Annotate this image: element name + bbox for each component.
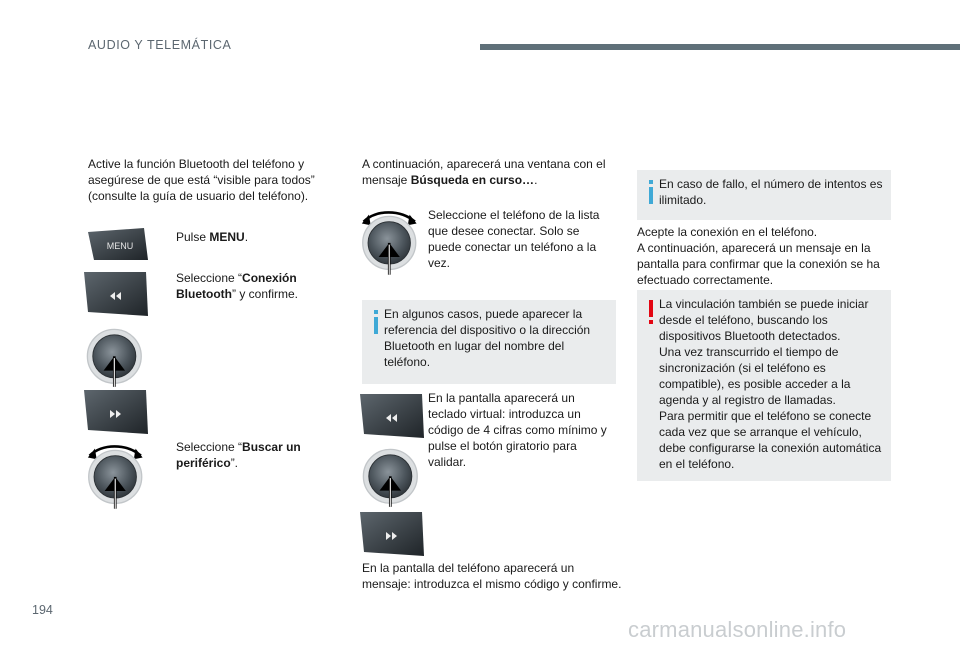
step-press-menu: Pulse MENU. bbox=[176, 230, 249, 244]
page-number: 194 bbox=[32, 603, 53, 617]
info-icon bbox=[374, 310, 378, 334]
rewind-button bbox=[84, 272, 148, 316]
info-note-attempts-text: En caso de fallo, el número de intentos es ilimitado. bbox=[659, 177, 883, 207]
info-icon bbox=[649, 180, 653, 204]
virtual-keyboard-text: En la pantalla aparecerá un teclado virtual: introduzca un código de 4 cifras como mínimo y pulse el botón giratorio para validar. bbox=[428, 391, 607, 469]
searching-text: A continuación, aparecerá una ventana con el mensaje Búsqueda en curso…. bbox=[362, 157, 606, 187]
step-search-device-bold: Buscar un periférico bbox=[176, 440, 301, 470]
select-phone-text: Seleccione el teléfono de la lista que desee conectar. Solo se puede conectar un teléfono a la vez. bbox=[428, 208, 600, 270]
forward-button bbox=[84, 390, 148, 434]
info-note-attempts bbox=[637, 170, 891, 220]
info-note-device-ref bbox=[362, 300, 616, 384]
menu-button-label: MENU bbox=[106, 241, 134, 251]
watermark: carmanualsonline.info bbox=[628, 617, 847, 642]
warning-icon bbox=[649, 300, 653, 324]
rotary-knob-1 bbox=[84, 324, 150, 394]
intro-text: Active la función Bluetooth del teléfono y asegúrese de que está “visible para todos” (consulte la guía de usuario del teléfono). bbox=[88, 157, 315, 203]
phone-message-text: En la pantalla del teléfono aparecerá un mensaje: introduzca el mismo código y confirme. bbox=[362, 561, 622, 591]
rotary-knob-rotate-1 bbox=[84, 438, 150, 514]
step-select-bluetooth-bold: Conexión Bluetooth bbox=[176, 271, 297, 301]
info-note-device-ref-text: En algunos casos, puede aparecer la referencia del dispositivo o la dirección Bluetooth en lugar del nombre del teléfono. bbox=[384, 307, 591, 369]
header-bar bbox=[480, 44, 960, 50]
searching-bold: Búsqueda en curso… bbox=[410, 173, 535, 187]
step-search-device: Seleccione “Buscar un periférico”. bbox=[176, 440, 301, 470]
menu-button bbox=[88, 228, 148, 260]
accept-connection-text: Acepte la conexión en el teléfono. A continuación, aparecerá un mensaje en la pantalla para confirmar que la conexión se ha efectuado correctamente. bbox=[637, 225, 880, 287]
step-select-bluetooth: Seleccione “Conexión Bluetooth” y confirme. bbox=[176, 271, 299, 301]
rewind-button-2 bbox=[360, 394, 424, 438]
warning-note-pairing-text: La vinculación también se puede iniciar desde el teléfono, buscando los dispositivos Bluetooth detectados. Una vez transcurrido el tiempo de sincronización (si el teléfono es compatible), es posible acceder a la agenda y al registro de llamadas. Para permitir que el teléfono se conecte cada vez que se arranque el vehículo, debe configurarse la conexión automática en el teléfono. bbox=[659, 297, 882, 471]
rotary-knob-2 bbox=[360, 444, 426, 514]
step-press-menu-bold: MENU bbox=[209, 230, 245, 244]
rotary-knob-rotate-2 bbox=[358, 204, 424, 280]
forward-button-2 bbox=[360, 512, 424, 556]
section-title: AUDIO Y TELEMÁTICA bbox=[88, 38, 232, 52]
warning-note-pairing bbox=[637, 290, 891, 481]
